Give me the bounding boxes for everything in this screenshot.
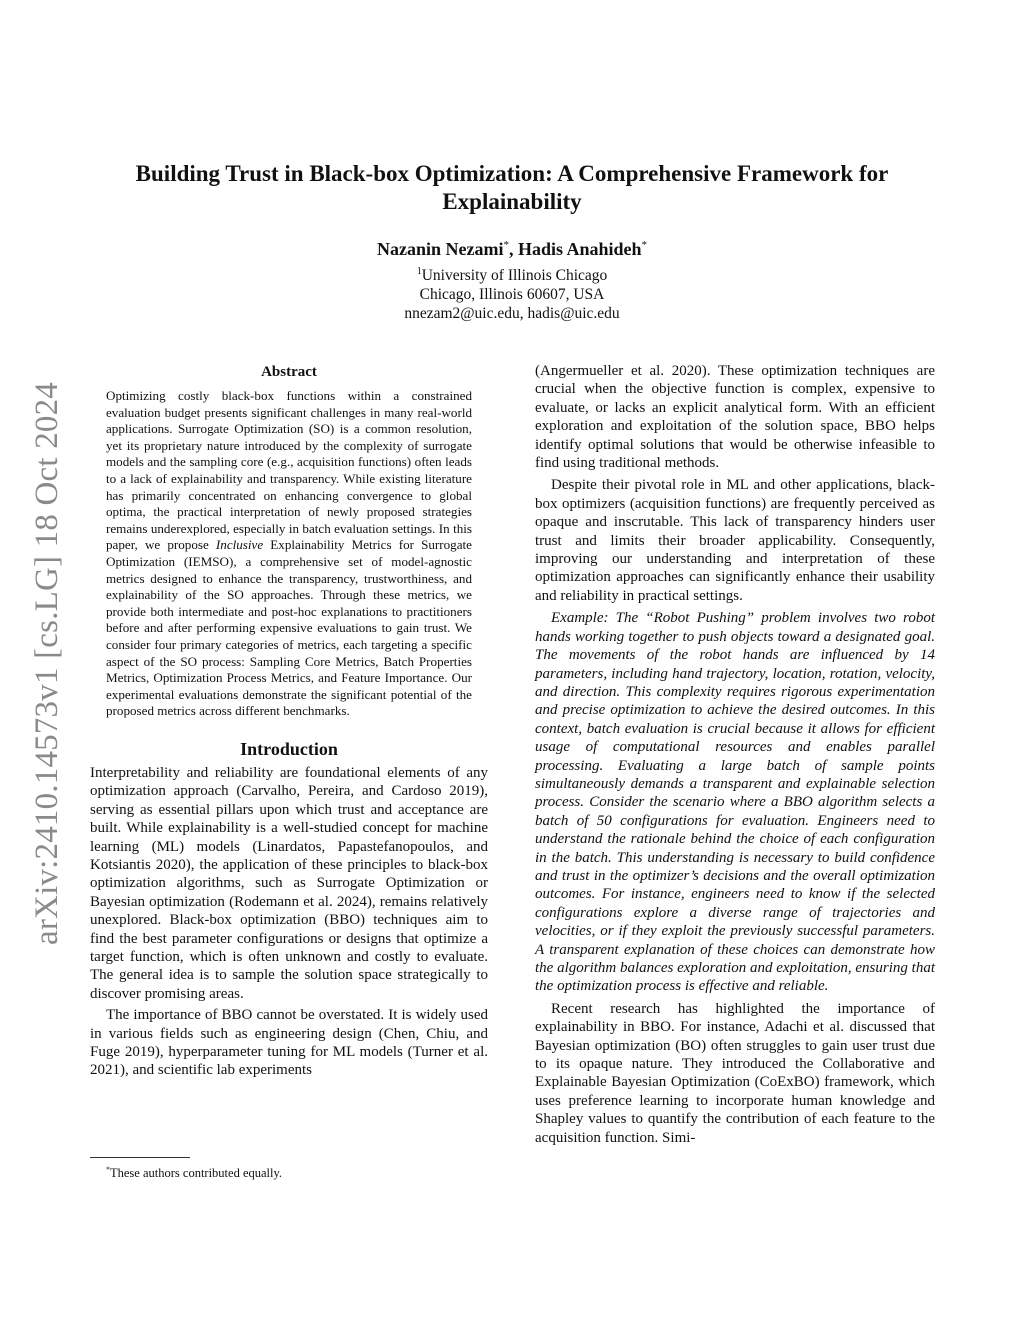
body-paragraph: Recent research has highlighted the importance of explainability in BBO. For instance, Adachi et al. discussed that Bayesian optimization (BO) often struggles to gain user trust due to its opaque nature. They introduced the Collaborative and Explainable Bayesian Optimization (CoExBO) framework, which uses preference learning to incorporate human knowledge and Shapley values to quantify the contribution of each feature to the acquisition function. Simi-: [535, 1000, 935, 1146]
author-list: [90, 234, 934, 260]
author-name: Nazanin Nezami: [376, 239, 504, 259]
left-column: [90, 362, 488, 1083]
body-paragraph: (Angermueller et al. 2020). These optimization techniques are crucial when the objective function is complex, expensive to evaluate, or lacks an explicit analytical form. With an efficient exploration and exploitation of the solution space, BBO helps identify optimal solutions that would be otherwise infeasible to find using traditional methods.: [535, 363, 935, 472]
footnote-marker: *: [106, 1165, 110, 1174]
abstract-heading: Abstract: [261, 364, 317, 380]
abstract-text-part: Explainability Metrics for Surrogate Optimization (IEMSO), a comprehensive set of model-agnostic metrics designed to enhance the transparency, trustworthiness, and explainability of the SO approaches. Through these metrics, we provide both intermediate and post-hoc explanations to practitioners before and after performing expensive evaluations to gain trust. We consider four primary categories of metrics, each targeting a specific aspect of the SO process: Sampling Core Metrics, Batch Properties Metrics, Optimization Process Metrics, and Feature Importance. Our experimental evaluations demonstrate the significant potential of the proposed metrics across different benchmarks.: [106, 537, 472, 719]
body-paragraph: Despite their pivotal role in ML and other applications, black-box optimizers (acquisition functions) are frequently perceived as opaque and inscrutable. This lack of transparency hinders user trust and limits their broader applicability. Consequently, improving our understanding and interpretation of these optimization approaches can significantly enhance their usability and reliability in practical settings.: [535, 477, 935, 604]
affiliation-block: [90, 262, 934, 323]
abstract-emphasis: Inclusive: [215, 537, 264, 553]
affiliation-marker: 1: [416, 266, 422, 277]
intro-paragraph: The importance of BBO cannot be overstated. It is widely used in various fields such as engineering design (Chen, Chiu, and Fuge 2019), hyperparameter tuning for ML models (Turner et al. 2021), and scientific lab experiments: [90, 1007, 488, 1079]
intro-paragraph: Interpretability and reliability are foundational elements of any optimization approach (Carvalho, Pereira, and Cardoso 2019), serving as essential pillars upon which trust and acceptance are built. While explainability is a well-studied concept for machine learning (ML) models (Linardatos, Papastefanopoulos, and Kotsiantis 2020), the application of these principles to black-box optimization algorithms, such as Surrogate Optimization or Bayesian optimization (Rodemann et al. 2024), remains relatively unexplored. Black-box optimization (BBO) techniques aim to find the best parameter configurations or designs that optimize a target function, which is often unknown and costly to evaluate. The general idea is to sample the solution space strategically to discover promising areas.: [90, 764, 488, 1002]
author-name: Hadis Anahideh: [517, 239, 642, 259]
example-paragraph: Example: The “Robot Pushing” problem involves two robot hands working together to push objects toward a designated goal. The movements of the robot hands are influenced by 14 parameters, including hand trajectory, location, rotation, velocity, and direction. This complexity requires rigorous experimentation and precise optimization to achieve the desired outcomes. In this context, batch evaluation is crucial because it allows for efficient usage of computational resources and enables parallel processing. Evaluating a large batch of sample points simultaneously demands a transparent and explainable selection process. Consider the scenario where a BBO algorithm selects a batch of 50 configurations for evaluation. Engineers need to understand the rationale behind the choice of each configuration in the batch. This understanding is necessary to build confidence and trust in the optimizer’s decisions and the overall optimization outcomes. For instance, engineers need to know if the selected configurations explore a diverse range of trajectories and velocities, or if they exploit the previously successful parameters. A transparent explanation of these choices can demonstrate how the algorithm balances exploration and exploitation, ensuring that the optimization process is effective and reliable.: [535, 610, 935, 995]
institution: [90, 262, 934, 285]
equal-contribution-marker: *: [641, 239, 648, 251]
introduction-heading: Introduction: [240, 738, 338, 759]
footnote-rule: [90, 1157, 190, 1158]
footnote-text: [90, 1162, 488, 1181]
abstract-text-part: Optimizing costly black-box functions within a constrained evaluation budget presents significant challenges in many real-world applications. Surrogate Optimization (SO) is a common resolution, yet its proprietary nature introduced by the complexity of surrogate models and the sampling core (e.g., acquisition functions) often leads to a lack of explainability and transparency. While existing literature has primarily concentrated on enhancing convergence to global optima, the practical interpretation of newly proposed strategies remains underexplored, especially in batch evaluation settings. In this paper, we propose: [106, 388, 472, 553]
equal-contribution-marker: *: [503, 239, 509, 251]
right-column: [535, 362, 935, 1151]
paper-title: Building Trust in Black-box Optimization: A Comprehensive Framework for Explainability: [135, 161, 889, 214]
abstract-text: [106, 388, 472, 720]
footnote: [90, 1157, 488, 1181]
author-emails: nnezam2@uic.edu, hadis@uic.edu: [404, 305, 620, 323]
institution-address: Chicago, Illinois 60607, USA: [419, 286, 605, 304]
institution-name: University of Illinois Chicago: [421, 267, 608, 285]
author-separator: ,: [508, 239, 518, 259]
arxiv-identifier-stamp: arXiv:2410.14573v1 [cs.LG] 18 Oct 2024: [29, 381, 65, 945]
footnote-content: These authors contributed equally.: [110, 1166, 283, 1181]
